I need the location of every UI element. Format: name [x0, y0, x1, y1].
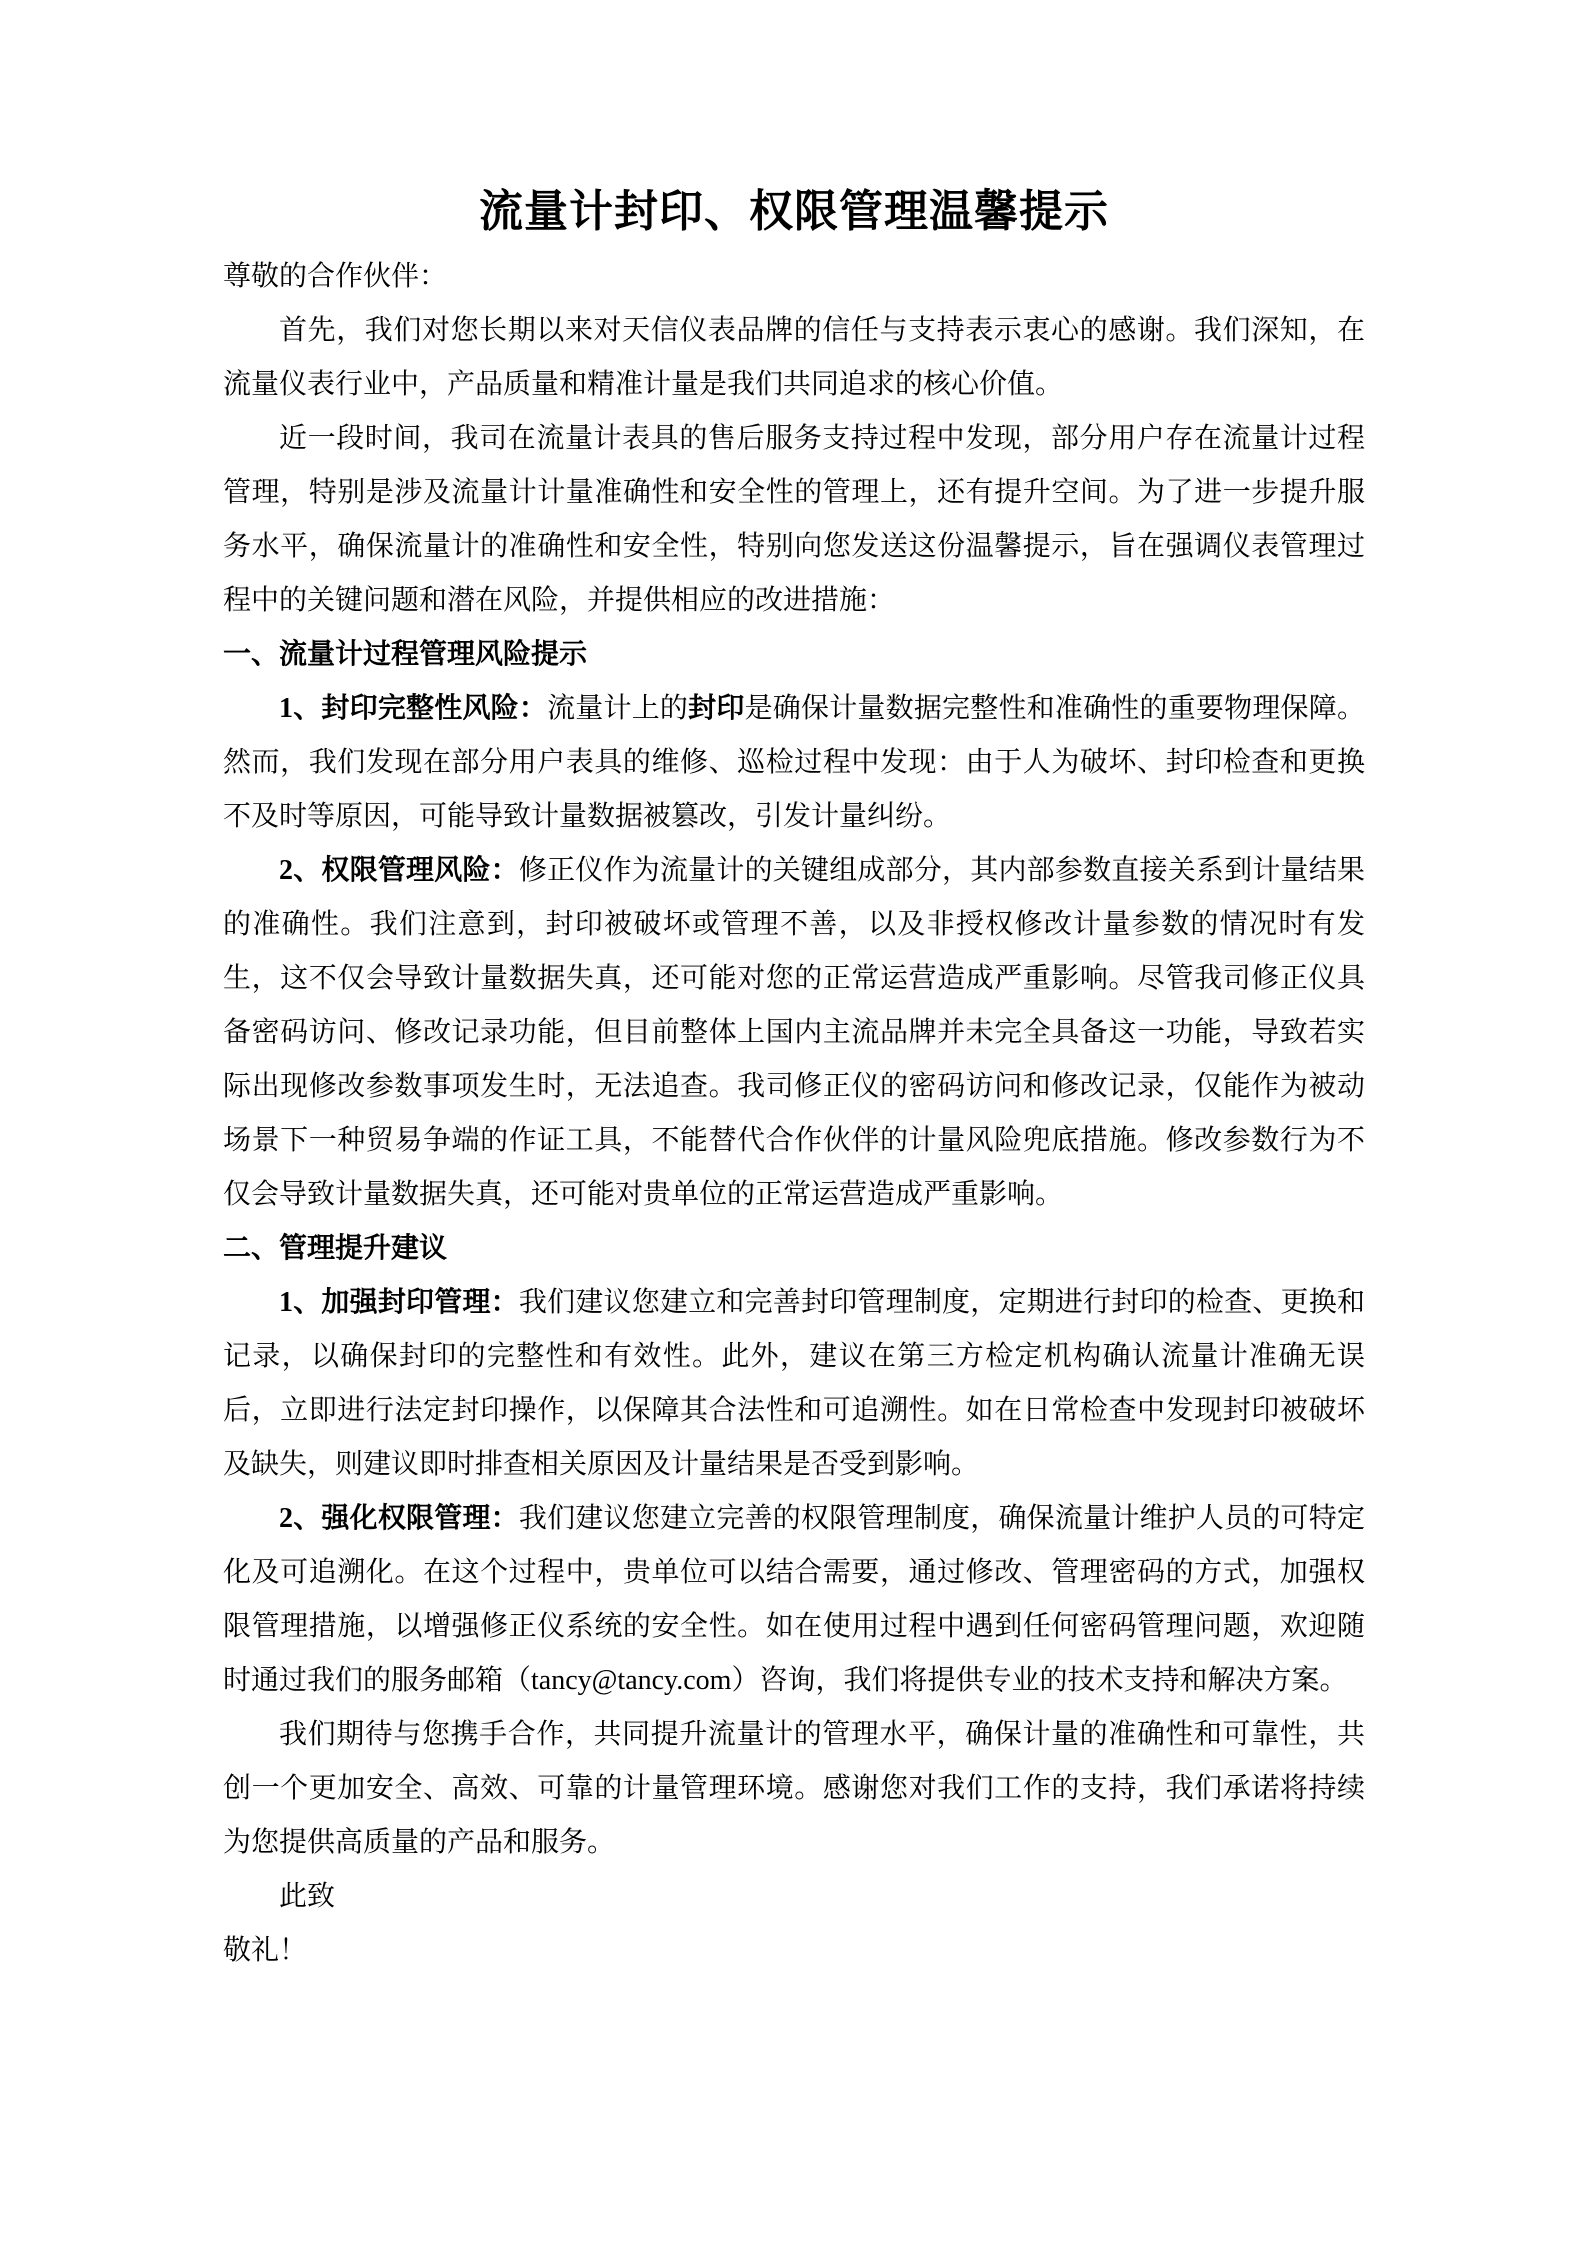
bold-text-run: 2、强化权限管理： [279, 1503, 519, 1534]
suggestion-item-permission-management [223, 1492, 1365, 1708]
text-run: 我们建议您建立完善的权限管理制度，确保流量计维护人员的可特定化及可追溯化。在这个过程中，贵单位可以结合需要，通过修改、管理密码的方式，加强权限管理措施，以增强修正仪系统的安全性。如在使用过程中遇到任何密码管理问题，欢迎随时通过我们的服务邮箱（tancy@tancy.com）咨询，我们将提供专业的技术支持和解决方案。 [223, 1503, 1365, 1696]
intro-paragraph [223, 304, 1365, 412]
suggestion-item-seal-management [223, 1276, 1365, 1492]
text-run: 我们期待与您携手合作，共同提升流量计的管理水平，确保计量的准确性和可靠性，共创一个更加安全、高效、可靠的计量管理环境。感谢您对我们工作的支持，我们承诺将持续为您提供高质量的产品和服务。 [223, 1719, 1365, 1858]
text-run: 我们建议您建立和完善封印管理制度，定期进行封印的检查、更换和记录，以确保封印的完整性和有效性。此外，建议在第三方检定机构确认流量计准确无误后，立即进行法定封印操作，以保障其合法性和可追溯性。如在日常检查中发现封印被破坏及缺失，则建议即时排查相关原因及计量结果是否受到影响。 [223, 1287, 1365, 1480]
text-run: 敬礼！ [223, 1935, 308, 1966]
background-paragraph [223, 412, 1365, 628]
bold-text-run: 一、流量计过程管理风险提示 [223, 639, 588, 670]
closing-cizhi [223, 1870, 1365, 1924]
bold-text-run: 封印 [688, 693, 745, 724]
bold-text-run: 2、权限管理风险： [279, 855, 519, 886]
document-body [223, 250, 1365, 1978]
text-run: 是确保计量数据完整性和准确性的重要物理保障。然而，我们发现在部分用户表具的维修、巡检过程中发现：由于人为破坏、封印检查和更换不及时等原因，可能导致计量数据被篡改，引发计量纠纷。 [223, 693, 1365, 832]
document-title: 流量计封印、权限管理温馨提示 [479, 187, 1109, 236]
salutation [223, 250, 1365, 304]
closing-salute [223, 1924, 1365, 1978]
risk-item-seal-integrity [223, 682, 1365, 844]
text-run: 流量计上的 [547, 693, 689, 724]
bold-text-run: 二、管理提升建议 [223, 1233, 448, 1264]
bold-text-run: 1、封印完整性风险： [279, 693, 548, 724]
closing-paragraph [223, 1708, 1365, 1870]
bold-text-run: 1、加强封印管理： [279, 1287, 519, 1318]
text-run: 尊敬的合作伙伴： [223, 261, 448, 292]
risk-item-permission [223, 844, 1365, 1222]
text-run: 此致 [279, 1881, 336, 1912]
text-run: 首先，我们对您长期以来对天信仪表品牌的信任与支持表示衷心的感谢。我们深知，在流量仪表行业中，产品质量和精准计量是我们共同追求的核心价值。 [223, 315, 1365, 400]
text-run: 近一段时间，我司在流量计表具的售后服务支持过程中发现，部分用户存在流量计过程管理，特别是涉及流量计计量准确性和安全性的管理上，还有提升空间。为了进一步提升服务水平，确保流量计的准确性和安全性，特别向您发送这份温馨提示，旨在强调仪表管理过程中的关键问题和潜在风险，并提供相应的改进措施： [223, 423, 1365, 616]
section-heading-suggestions [223, 1222, 1365, 1276]
text-run: 修正仪作为流量计的关键组成部分，其内部参数直接关系到计量结果的准确性。我们注意到，封印被破坏或管理不善，以及非授权修改计量参数的情况时有发生，这不仅会导致计量数据失真，还可能对您的正常运营造成严重影响。尽管我司修正仪具备密码访问、修改记录功能，但目前整体上国内主流品牌并未完全具备这一功能，导致若实际出现修改参数事项发生时，无法追查。我司修正仪的密码访问和修改记录，仅能作为被动场景下一种贸易争端的作证工具，不能替代合作伙伴的计量风险兜底措施。修改参数行为不仅会导致计量数据失真，还可能对贵单位的正常运营造成严重影响。 [223, 855, 1365, 1210]
section-heading-risk [223, 628, 1365, 682]
